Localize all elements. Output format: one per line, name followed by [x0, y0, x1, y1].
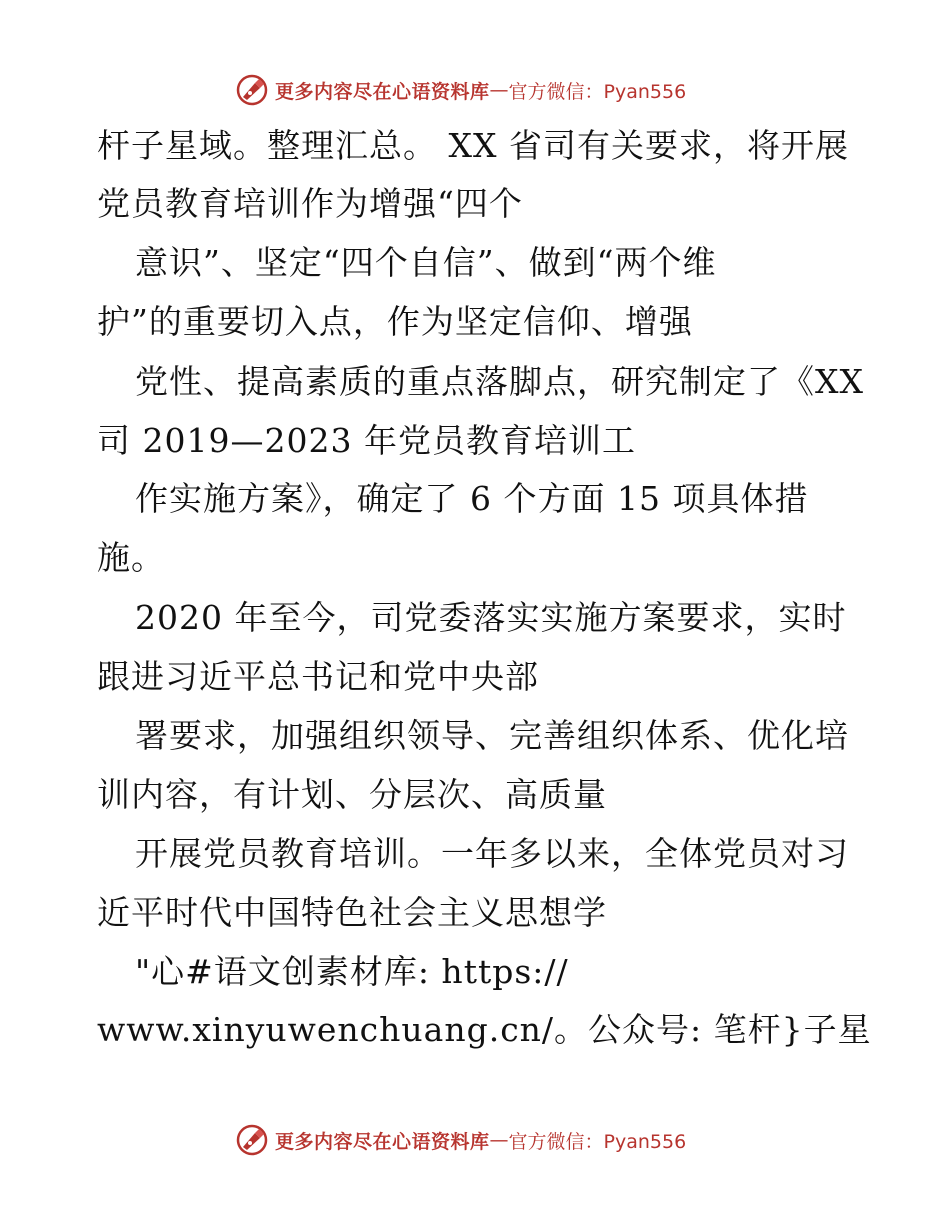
- pen-nib-logo-icon: [235, 1123, 269, 1157]
- body-line: 党员教育培训作为增强“四个: [97, 184, 523, 223]
- body-line: www.xinyuwenchuang.cn/。公众号: 笔杆}子星: [97, 1010, 872, 1049]
- body-line: 司 2019—2023 年党员教育培训工: [97, 421, 636, 460]
- watermark-dash: —: [489, 1129, 509, 1151]
- pen-nib-logo-icon: [235, 73, 269, 107]
- body-line: 训内容，有计划、分层次、高质量: [97, 775, 607, 814]
- watermark-contact: 官方微信：Pyan556: [508, 1130, 687, 1153]
- body-line: 2020 年至今，司党委落实实施方案要求，实时: [135, 598, 847, 637]
- body-line: 开展党员教育培训。一年多以来，全体党员对习: [135, 834, 849, 873]
- body-line: 跟进习近平总书记和党中央部: [97, 657, 539, 696]
- body-line: "心#语文创素材库: https://: [135, 952, 569, 991]
- footer-watermark: [235, 1122, 686, 1158]
- watermark-text: 更多内容尽在心语资料库: [275, 1130, 490, 1153]
- watermark-dash: —: [489, 79, 509, 101]
- watermark-text: 更多内容尽在心语资料库: [275, 80, 490, 103]
- body-line: 护”的重要切入点，作为坚定信仰、增强: [97, 302, 693, 341]
- body-line: 党性、提高素质的重点落脚点，研究制定了《XX: [135, 362, 864, 401]
- body-line: 近平时代中国特色社会主义思想学: [97, 893, 607, 932]
- body-line: 意识”、坚定“四个自信”、做到“两个维: [135, 243, 717, 282]
- body-line: 杆子星域。整理汇总。 XX 省司有关要求，将开展: [97, 126, 849, 165]
- body-line: 署要求，加强组织领导、完善组织体系、优化培: [135, 716, 849, 755]
- body-line: 作实施方案》，确定了 6 个方面 15 项具体措: [135, 479, 809, 518]
- watermark-contact: 官方微信：Pyan556: [508, 80, 687, 103]
- body-line: 施。: [97, 538, 165, 577]
- header-watermark: [235, 72, 686, 108]
